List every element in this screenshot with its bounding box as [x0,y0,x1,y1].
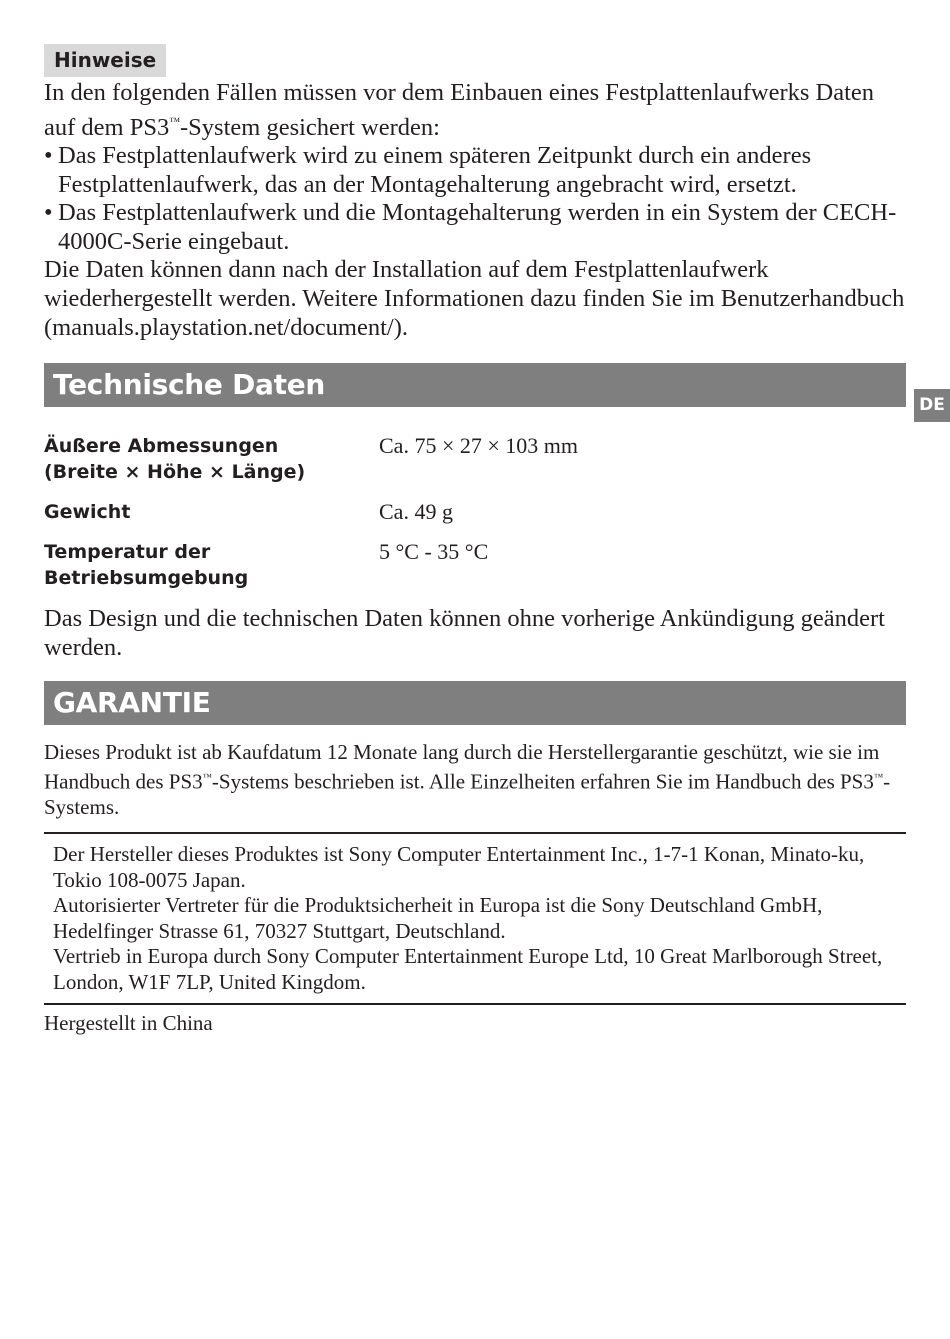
specs-footnote: Das Design und die technischen Daten können ohne vorherige Ankündigung geändert werden. [44,605,885,661]
trademark-symbol: ™ [873,772,884,783]
notes-bullet-item: • Das Festplattenlaufwerk wird zu einem späteren Zeitpunkt durch ein anderes Festplattenlaufwerk, das an der Montagehalterung angebracht wird, ersetzt. [44,142,906,199]
spec-row-dimensions [44,433,906,485]
notes-intro-a: In den folgenden Fällen müssen vor dem Einbauen eines Festplattenlaufwerks Daten auf dem PS3 [44,79,875,141]
spec-value: Ca. 75 × 27 × 103 mm [379,433,578,459]
language-tab-de: DE [914,389,950,422]
trademark-symbol: ™ [169,115,181,128]
spec-row-temperature [44,539,906,591]
warranty-heading: GARANTIE [44,681,906,725]
notes-bullet-item: • Das Festplattenlaufwerk und die Montagehalterung werden in ein System der CECH-4000C-Serie eingebaut. [44,199,906,256]
manufacturer-info: Der Hersteller dieses Produktes ist Sony Computer Entertainment Inc., 1-7-1 Konan, Minato-ku, Tokio 108-0075 Japan. [53,842,865,892]
spec-label: Gewicht [44,501,131,524]
spec-row-weight [44,499,906,525]
spec-label: Äußere Abmessungen (Breite × Höhe × Länge) [44,435,306,484]
notes-label: Hinweise [44,44,166,77]
page-content [44,44,906,1037]
trademark-symbol: ™ [202,772,212,783]
notes-bullet-list [44,142,906,256]
spec-value: Ca. 49 g [379,499,453,525]
manufacturer-box [44,832,906,1005]
warranty-text-b: -Systems beschrieben ist. Alle Einzelheiten erfahren Sie im Handbuch des PS3 [211,769,874,794]
warranty-text-a: Dieses Produkt ist ab Kaufdatum 12 Monate lang durch die Herstellergarantie geschützt, wie sie im Handbuch des PS3 [44,740,880,794]
notes-section [44,44,906,342]
representative-info: Autorisierter Vertreter für die Produktsicherheit in Europa ist die Sony Deutschland GmbH, Hedelfinger Strasse 61, 70327 Stuttgart, Deutschland. [53,893,823,943]
notes-outro: Die Daten können dann nach der Installation auf dem Festplattenlaufwerk wiederhergestellt werden. Weitere Informationen dazu finden Sie im Benutzerhandbuch (manuals.playstation.net/document/). [44,256,905,341]
made-in-text: Hergestellt in China [44,1011,213,1036]
distributor-info: Vertrieb in Europa durch Sony Computer Entertainment Europe Ltd, 10 Great Marlborough Street, London, W1F 7LP, United Kingdom. [53,944,883,994]
spec-value: 5 °C - 35 °C [379,539,489,565]
notes-intro-b: -System gesichert werden: [180,113,440,141]
specs-table [44,433,906,591]
warranty-text-c: -Systems. [44,769,891,819]
specs-heading: Technische Daten [44,363,906,407]
notes-intro [44,79,906,142]
warranty-text [44,740,906,820]
spec-label: Temperatur der Betriebsumgebung [44,541,249,590]
